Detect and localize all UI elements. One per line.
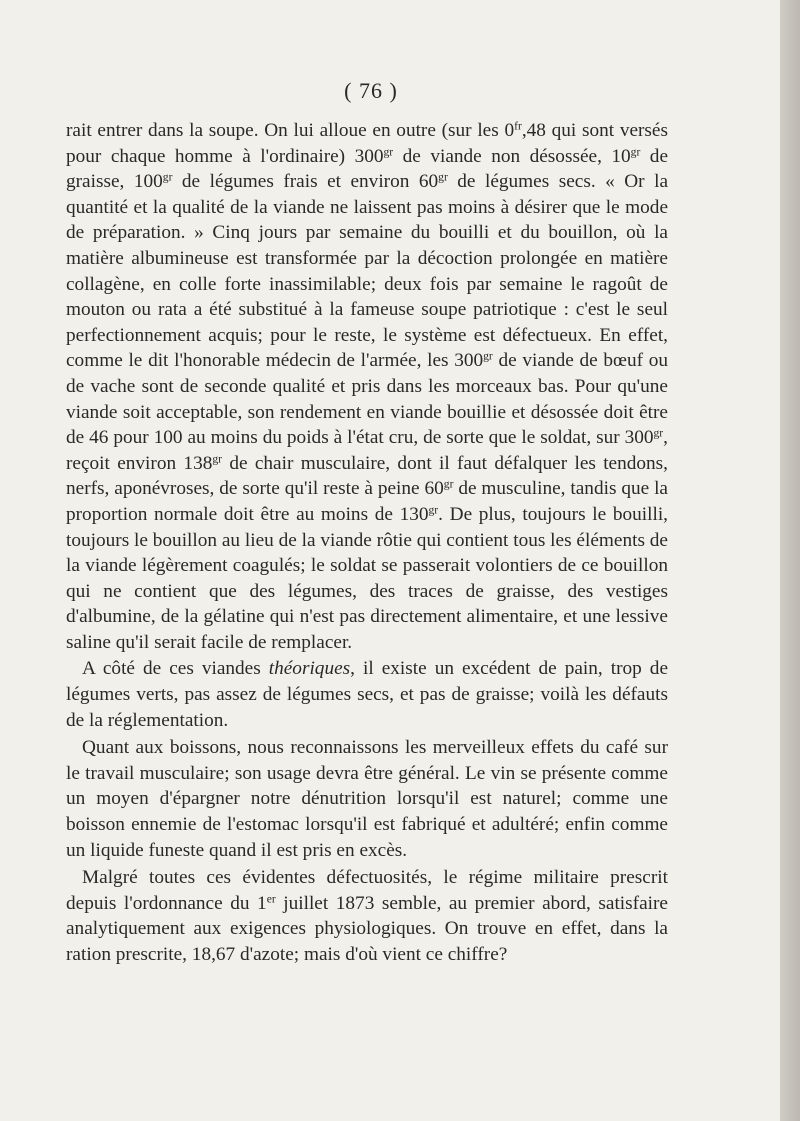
paragraph-2-start: A côté de ces viandes [82,658,269,680]
paragraph-3: Quant aux boissons, nous reconnaissons les merveilleux effets du café sur le travail musculaire; son usage devra être général. Le vin se présente comme un moyen d'épargner notre dénutrition lorsqu'il est naturel; comme une boisson ennemie de l'estomac lorsqu'il est fabriqué et adultéré; enfin comme un liquide funeste quand il est pris en excès. [66,737,668,861]
paragraph-2-italic: théoriques [268,658,351,680]
page-body [66,118,668,968]
paragraph-2-end: , il existe un excédent de pain, trop de légumes verts, pas assez de légumes secs, et pas de graisse; voilà les défauts de la réglementation. [66,658,669,731]
paragraph-4: Malgré toutes ces évidentes défectuosités, le régime militaire prescrit depuis l'ordonnance du 1er juillet 1873 semble, au premier abord, satisfaire analytiquement aux exigences physiologiques. On trouve en effet, dans la ration prescrite, 18,67 d'azote; mais d'où vient ce chiffre? [66,867,668,965]
paragraph-2 [66,656,668,733]
page-edge [780,0,800,1121]
paragraph-1: rait entrer dans la soupe. On lui alloue en outre (sur les $0^{fr},48$ qui sont versés pour chaque homme à l'ordinaire) $300^{gr}$ de viande non désossée, $10^{gr}$ de graisse, $100^{gr}$ de légumes frais et environ $60^{gr}$ de légumes secs. « Or la quantité et la qualité de la viande ne laissent pas moins à désirer que le mode de préparation. » Cinq jours par semaine du bouilli et du bouillon, où la matière albumineuse est transformée par la décoction prolongée en matière collagène, en colle forte inassimilable; deux fois par semaine le ragoût de mouton ou rata a été substitué à la fameuse soupe patriotique : c'est le seul perfectionnement acquis; pour le reste, le système est défectueux. En effet, comme le dit l'honorable médecin de l'armée, les $300^{gr}$ de viande de bœuf ou de vache sont de seconde qualité et pris dans les morceaux bas. Pour qu'une viande soit acceptable, son rendement en viande bouillie et désossée doit être de 46 pour 100 au moins du poids à l'état cru, de sorte que le soldat, sur $300^{gr}$, reçoit environ $138^{gr}$ de chair musculaire, dont il faut défalquer les tendons, nerfs, aponévroses, de sorte qu'il reste à peine $60^{gr}$ de musculine, tandis que la proportion normale doit être au moins de $130^{gr}$. De plus, toujours le bouilli, toujours le bouillon au lieu de la viande rôtie qui contient tous les éléments de la viande légèrement coagulés; le soldat se passerait volontiers de ce bouillon qui ne contient que des légumes, des traces de graisse, des vestiges d'albumine, de la gélatine qui n'est pas directement alimentaire, et une lessive saline qu'il serait facile de remplacer. [66,119,669,653]
page-number: ( 76 ) [344,78,398,103]
